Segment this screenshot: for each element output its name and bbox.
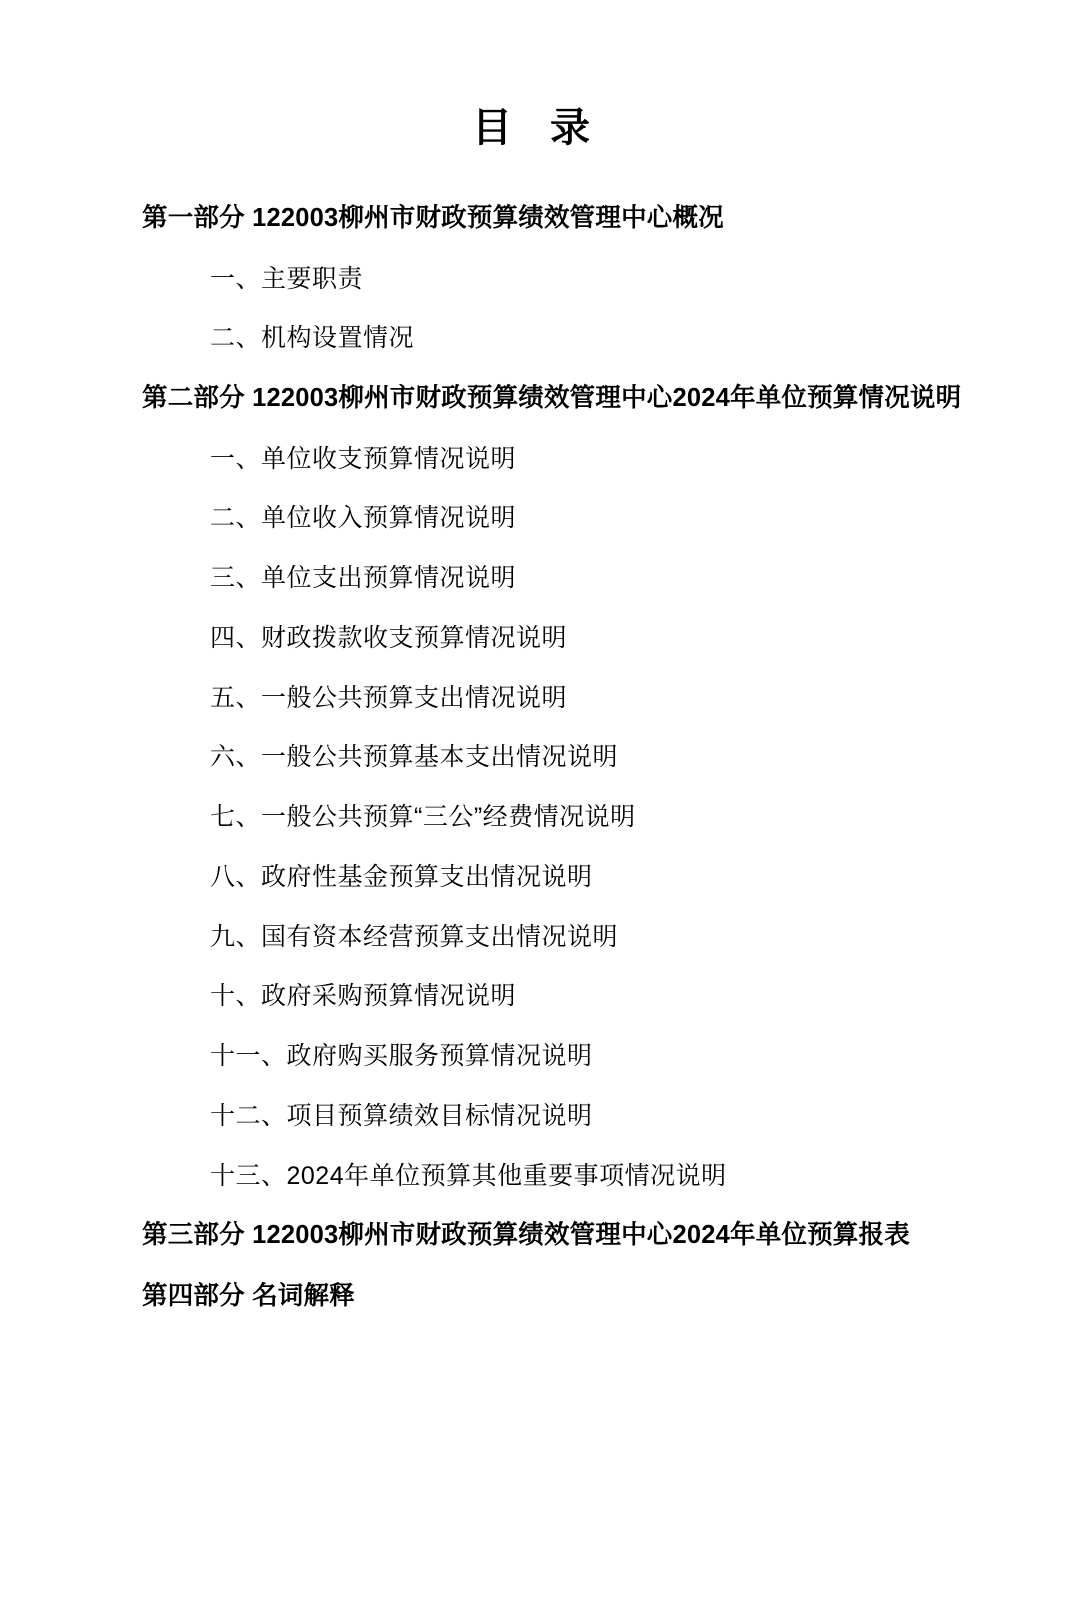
toc-entry-part-3[interactable]: 第三部分 122003柳州市财政预算绩效管理中心2024年单位预算报表 [142,1221,910,1250]
toc-entry-part-2-section-5[interactable]: 五、一般公共预算支出情况说明 [210,683,568,712]
toc-entry-part-2-section-12[interactable]: 十二、项目预算绩效目标情况说明 [210,1101,593,1130]
toc-entry-part-4[interactable]: 第四部分 名词解释 [142,1281,355,1310]
toc-entry-part-2-section-1[interactable]: 一、单位收支预算情况说明 [210,444,517,473]
toc-entry-part-2-section-7[interactable]: 七、一般公共预算“三公”经费情况说明 [210,803,636,832]
toc-entry-part-2-section-4[interactable]: 四、财政拨款收支预算情况说明 [210,623,568,652]
document-page [0,96,1074,1616]
toc-entry-part-1-section-1[interactable]: 一、主要职责 [210,264,364,293]
toc-entry-part-2-section-10[interactable]: 十、政府采购预算情况说明 [210,982,517,1011]
toc-entry-part-2-section-11[interactable]: 十一、政府购买服务预算情况说明 [210,1042,593,1071]
toc-entry-part-2-section-8[interactable]: 八、政府性基金预算支出情况说明 [210,862,593,891]
toc-entry-part-2-section-13[interactable]: 十三、2024年单位预算其他重要事项情况说明 [210,1161,727,1190]
toc-entry-part-1-section-2[interactable]: 二、机构设置情况 [210,324,415,353]
toc-entry-part-1[interactable]: 第一部分 122003柳州市财政预算绩效管理中心概况 [142,204,724,232]
toc-entry-part-2-section-6[interactable]: 六、一般公共预算基本支出情况说明 [210,743,619,772]
toc-entry-part-2[interactable]: 第二部分 122003柳州市财政预算绩效管理中心2024年单位预算情况说明 [142,384,962,413]
toc-entry-part-2-section-2[interactable]: 二、单位收入预算情况说明 [210,504,517,533]
page-title: 目 录 [472,105,602,151]
toc-entry-part-2-section-9[interactable]: 九、国有资本经营预算支出情况说明 [210,922,619,951]
table-of-contents [92,199,982,1316]
toc-entry-part-2-section-3[interactable]: 三、单位支出预算情况说明 [210,564,517,593]
